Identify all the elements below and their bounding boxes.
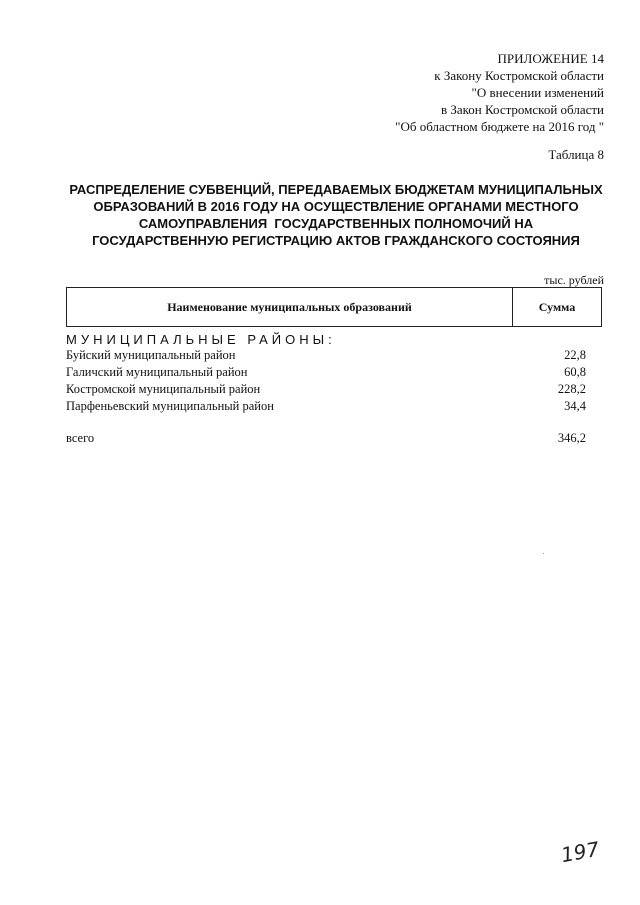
table-row	[66, 347, 586, 364]
table-row	[66, 364, 586, 381]
scan-speck	[543, 553, 544, 554]
column-header-sum: Сумма	[538, 299, 576, 314]
row-sum: 228,2	[557, 382, 586, 396]
appendix-line: "О внесении изменений	[471, 85, 604, 100]
appendix-header	[395, 50, 604, 135]
document-title	[58, 181, 614, 249]
row-sum: 22,8	[564, 348, 586, 362]
appendix-line: к Закону Костромской области	[434, 68, 604, 83]
row-name: Галичский муниципальный район	[66, 365, 248, 379]
row-sum: 60,8	[564, 365, 586, 379]
table-label: Таблица 8	[548, 147, 604, 162]
row-name: Буйский муниципальный район	[66, 348, 236, 362]
table-header	[66, 287, 602, 327]
section-title: МУНИЦИПАЛЬНЫЕ РАЙОНЫ:	[66, 332, 336, 347]
handwritten-page-number: 197	[559, 836, 601, 868]
column-header-name: Наименование муниципальных образований	[167, 299, 412, 314]
total-row	[66, 430, 586, 447]
title-line: САМОУПРАВЛЕНИЯ ГОСУДАРСТВЕННЫХ ПОЛНОМОЧИЙ НА	[138, 216, 534, 231]
title-line: ГОСУДАРСТВЕННУЮ РЕГИСТРАЦИЮ АКТОВ ГРАЖДАНСКОГО СОСТОЯНИЯ	[92, 233, 580, 248]
table-row	[66, 381, 586, 398]
total-sum: 346,2	[557, 431, 586, 445]
total-label: всего	[66, 431, 95, 445]
title-line: ОБРАЗОВАНИЙ В 2016 ГОДУ НА ОСУЩЕСТВЛЕНИЕ ОРГАНАМИ МЕСТНОГО	[93, 199, 579, 214]
table-row	[66, 398, 586, 415]
row-name: Костромской муниципальный район	[66, 382, 261, 396]
row-sum: 34,4	[564, 399, 586, 413]
units-label: тыс. рублей	[544, 273, 604, 287]
appendix-line: ПРИЛОЖЕНИЕ 14	[497, 51, 604, 66]
row-name: Парфеньевский муниципальный район	[66, 399, 274, 413]
appendix-line: "Об областном бюджете на 2016 год "	[395, 119, 604, 134]
title-line: РАСПРЕДЕЛЕНИЕ СУБВЕНЦИЙ, ПЕРЕДАВАЕМЫХ БЮДЖЕТАМ МУНИЦИПАЛЬНЫХ	[69, 182, 603, 197]
appendix-line: в Закон Костромской области	[440, 102, 604, 117]
table-body	[66, 347, 586, 415]
